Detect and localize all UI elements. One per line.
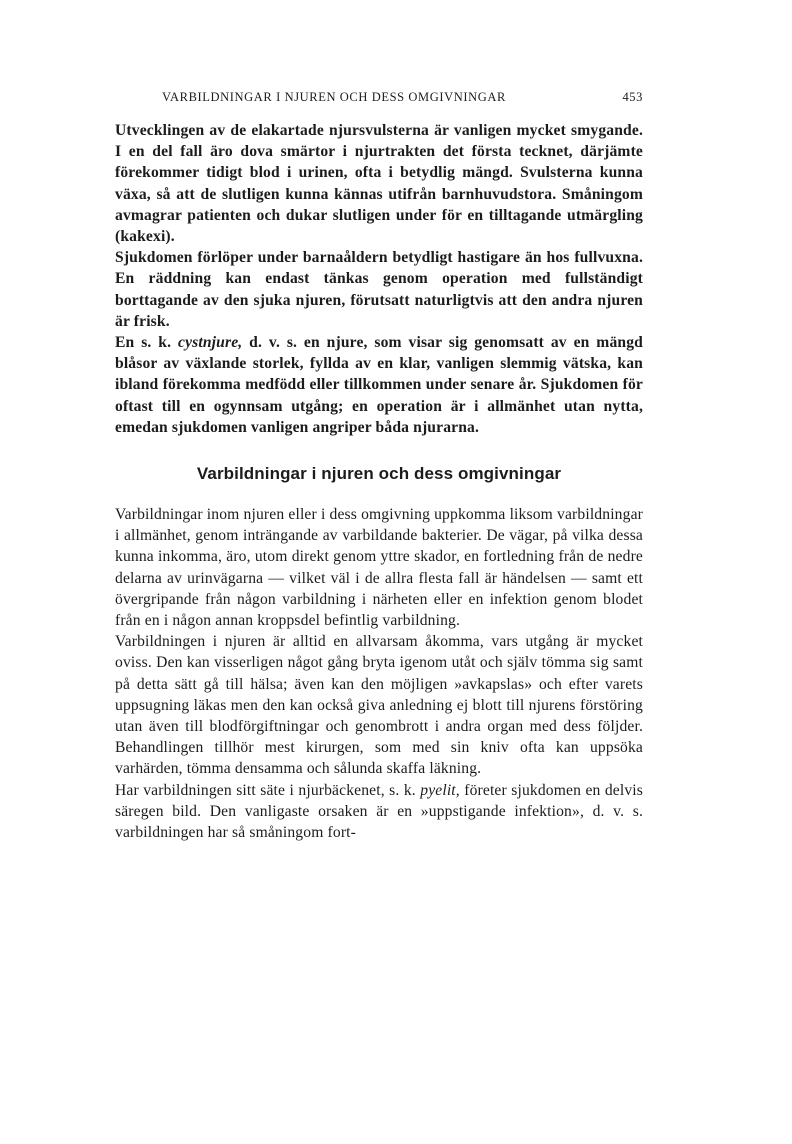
running-header-title: VARBILDNINGAR I NJUREN OCH DESS OMGIVNINGAR: [162, 90, 506, 104]
paragraph: Sjukdomen förlöper under barnaåldern betydligt hastigare än hos fullvuxna. En räddning kan endast tänkas genom operation med fullständigt borttagande av den sjuka njuren, förutsatt naturligtvis att den andra njuren är frisk.: [115, 249, 643, 330]
italic-term: pyelit,: [420, 781, 460, 799]
paragraph-text: Har varbildningen sitt säte i njurbäckenet, s. k.: [115, 781, 421, 799]
paragraph: Varbildningar inom njuren eller i dess omgivning uppkomma liksom varbildningar i allmänhet, genom inträngande av varbildande bakterier. De vägar, på vilka dessa kunna inkomma, äro, utom direkt genom yttre skador, en fortledning från de nedre delarna av urinvägarna — vilket väl i de allra flesta fall är händelsen — samt ett övergripande från någon varbildning i närheten eller en infektion genom blodet från en i någon annan kroppsdel befintlig varbildning.: [115, 506, 643, 630]
paragraph-text: företer sjukdomen en delvis säregen bild. Den vanligaste orsaken är en »uppstigande infektion», d. v. s. varbildningen har så småningom fort-: [115, 781, 644, 842]
paragraph-text: En s. k.: [115, 334, 179, 352]
section-tumors-continued: [115, 120, 643, 438]
paragraph: Varbildningen i njuren är alltid en allvarsam åkomma, vars utgång är mycket oviss. Den kan visserligen något gång bryta igenom utåt och själv tömma sig samt på detta sätt gå till hälsa; även kan den möjligen »avkapslas» och efter varets uppsugning läkas men den kan också giva anledning ej blott till njurens förstöring utan även till blodförgiftningar och genombrott i andra organ med dess följder. Behandlingen tillhör mest kirurgen, som med sin kniv ofta kan uppsöka varhärden, tömma densamma och sålunda skaffa läkning.: [115, 633, 643, 778]
paragraph-text: d. v. s. en njure, som visar sig genomsatt av en mängd blåsor av växlande storlek, fyllda av en klar, vanligen slemmig vätska, kan ibland förekomma medfödd eller tillkommen under senare år. Sjukdomen för oftast till en ogynnsam utgång; en operation är i allmänhet utan nytta, emedan sjukdomen vanligen angriper båda njurarna.: [115, 334, 643, 436]
paragraph: [115, 780, 643, 844]
paragraph: Utvecklingen av de elakartade njursvulsterna är vanligen mycket smygande. I en del fall äro dova smärtor i njurtrakten det första tecknet, därjämte förekommer tidigt blod i urinen, ofta i betydlig mängd. Svulsterna kunna växa, så att de slutligen kunna kännas utifrån barnhuvudstora. Småningom avmagrar patienten och dukar slutligen under för en tilltagande utmärgling (kakexi).: [115, 122, 643, 246]
italic-term: cystnjure,: [178, 334, 243, 352]
section-heading: Varbildningar i njuren och dess omgivningar: [196, 464, 562, 484]
running-header: [115, 88, 643, 106]
book-page: [115, 88, 643, 843]
page-number: 453: [622, 90, 643, 104]
section-suppurations: [115, 504, 643, 843]
paragraph: [115, 332, 643, 438]
